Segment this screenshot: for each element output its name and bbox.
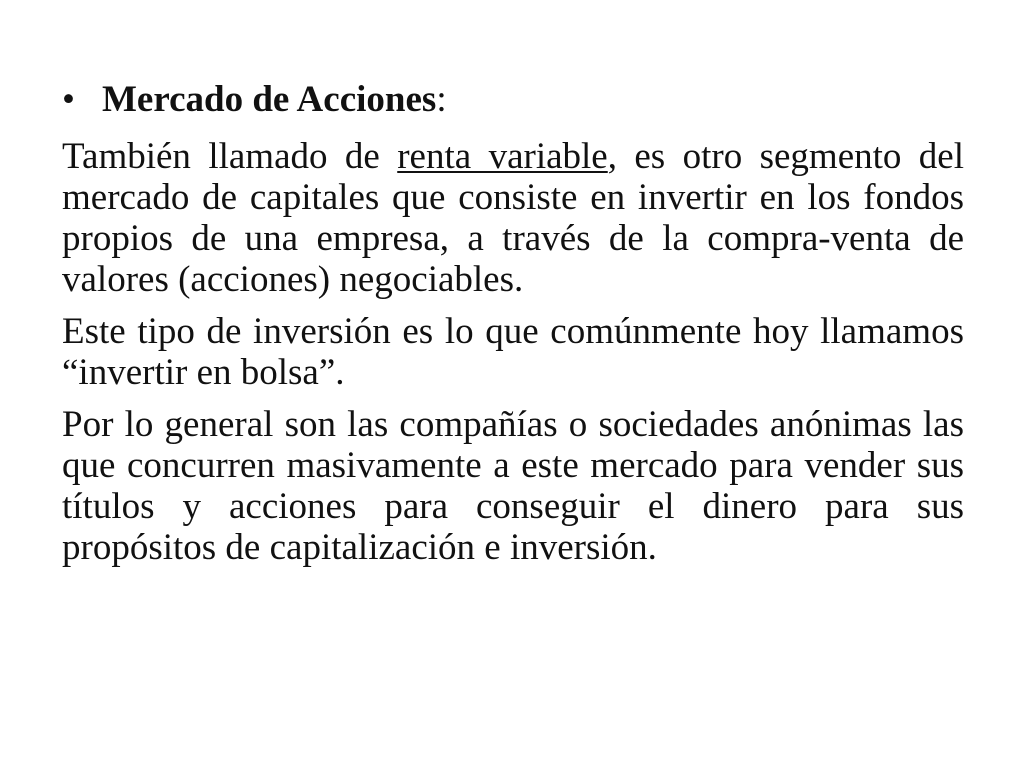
paragraph-companies: Por lo general son las compañías o sociedades anónimas las que concurren masivamente a este mercado para vender sus títulos y acciones para conseguir el dinero para sus propósitos de capitalización e inversión. xyxy=(62,404,964,568)
renta-variable-term: renta variable xyxy=(397,136,608,177)
bullet-heading xyxy=(62,74,964,126)
paragraph-definition-end: , es otro segmento del mercado de capitales que consiste en invertir en los fondos propios de una empresa, a través de la compra-venta de valores (acciones) negociables. xyxy=(62,136,965,300)
slide-content xyxy=(62,74,964,579)
paragraph-bolsa: Este tipo de inversión es lo que comúnmente hoy llamamos “invertir en bolsa”. xyxy=(62,311,964,393)
heading-colon: : xyxy=(436,79,447,120)
bullet-icon: • xyxy=(62,79,75,120)
heading-text: Mercado de Acciones xyxy=(102,79,437,120)
paragraph-definition xyxy=(62,136,964,300)
paragraph-definition-start: También llamado de xyxy=(62,136,398,177)
